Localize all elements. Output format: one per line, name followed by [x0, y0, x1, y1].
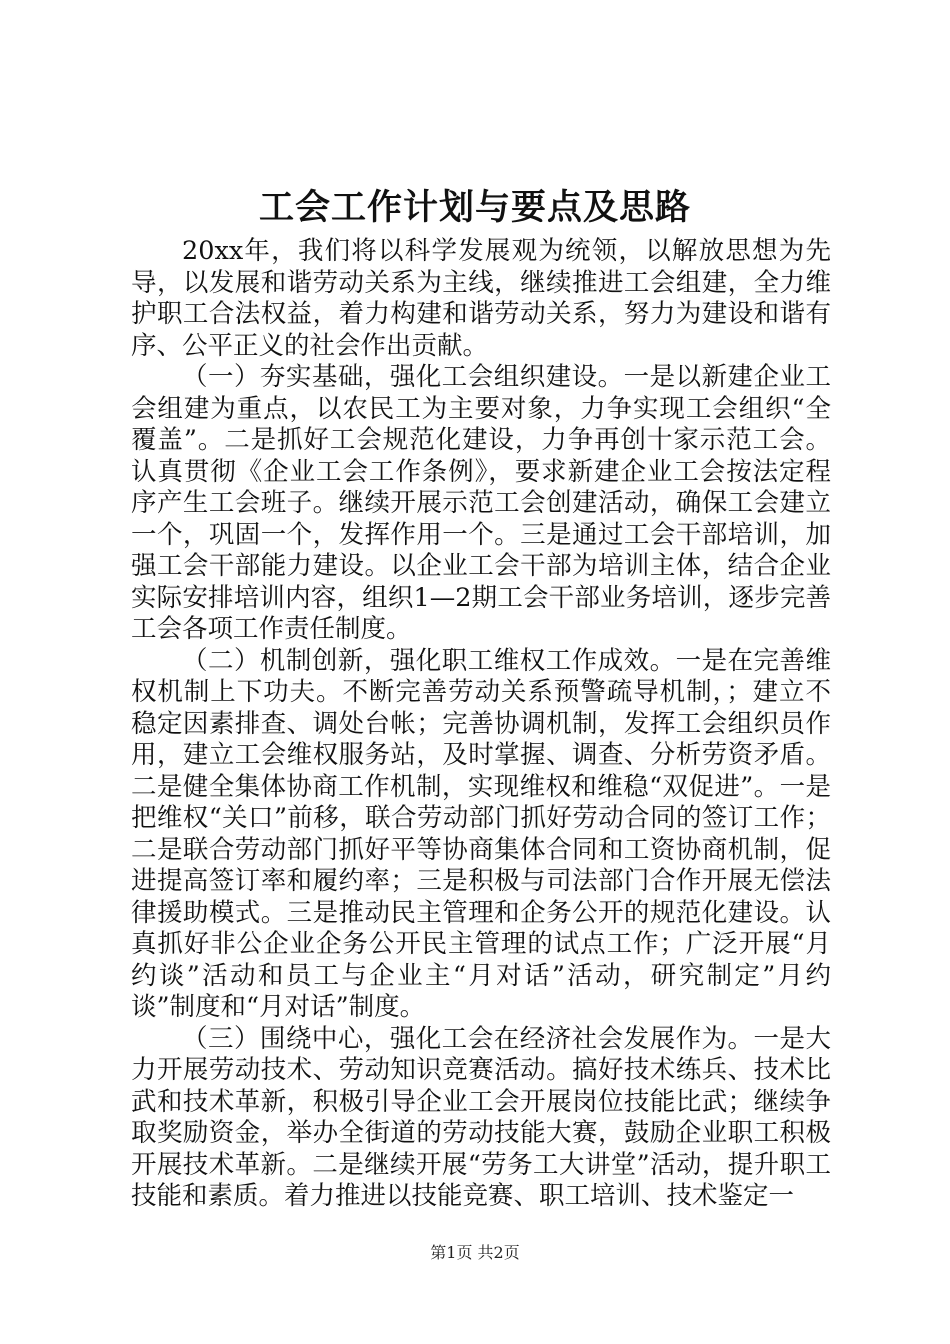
paragraph-section-1: （一）夯实基础，强化工会组织建设。一是以新建企业工会组建为重点，以农民工为主要对象，力争实现工会组织“全覆盖”。二是抓好工会规范化建设，力争再创十家示范工会。认真贯彻《企业工会工作条例》，要求新建企业工会按法定程序产生工会班子。继续开展示范工会创建活动，确保工会建立一个，巩固一个，发挥作用一个。三是通过工会干部培训，加强工会干部能力建设。以企业工会干部为培训主体，结合企业实际安排培训内容，组织1—2期工会干部业务培训，逐步完善工会各项工作责任制度。: [131, 362, 831, 644]
document-title: 工会工作计划与要点及思路: [258, 187, 691, 228]
page-footer: 第1页 共2页: [430, 1243, 520, 1262]
paragraph-section-3: （三）围绕中心，强化工会在经济社会发展作为。一是大力开展劳动技术、劳动知识竞赛活动。搞好技术练兵、技术比武和技术革新，积极引导企业工会开展岗位技能比武；继续争取奖励资金，举办全街道的劳动技能大赛，鼓励企业职工积极开展技术革新。二是继续开展“劳务工大讲堂”活动，提升职工技能和素质。着力推进以技能竞赛、职工培训、技术鉴定一: [131, 1023, 831, 1211]
document-body: [131, 236, 831, 1213]
paragraph-intro: 20xx年，我们将以科学发展观为统领，以解放思想为先导，以发展和谐劳动关系为主线，继续推进工会组建，全力维护职工合法权益，着力构建和谐劳动关系，努力为建设和谐有序、公平正义的社会作出贡献。: [131, 236, 831, 361]
paragraph-section-2: （二）机制创新，强化职工维权工作成效。一是在完善维权机制上下功夫。不断完善劳动关系预警疏导机制，；建立不稳定因素排查、调处台帐；完善协调机制，发挥工会组织员作用，建立工会维权服务站，及时掌握、调查、分析劳资矛盾。二是健全集体协商工作机制，实现维权和维稳“双促进”。一是把维权“关口”前移，联合劳动部门抓好劳动合同的签订工作；二是联合劳动部门抓好平等协商集体合同和工资协商机制，促进提高签订率和履约率；三是积极与司法部门合作开展无偿法律援助模式。三是推动民主管理和企务公开的规范化建设。认真抓好非公企业企务公开民主管理的试点工作；广泛开展“月约谈”活动和员工与企业主“月对话”活动，研究制定”月约谈”制度和“月对话”制度。: [131, 645, 831, 1022]
